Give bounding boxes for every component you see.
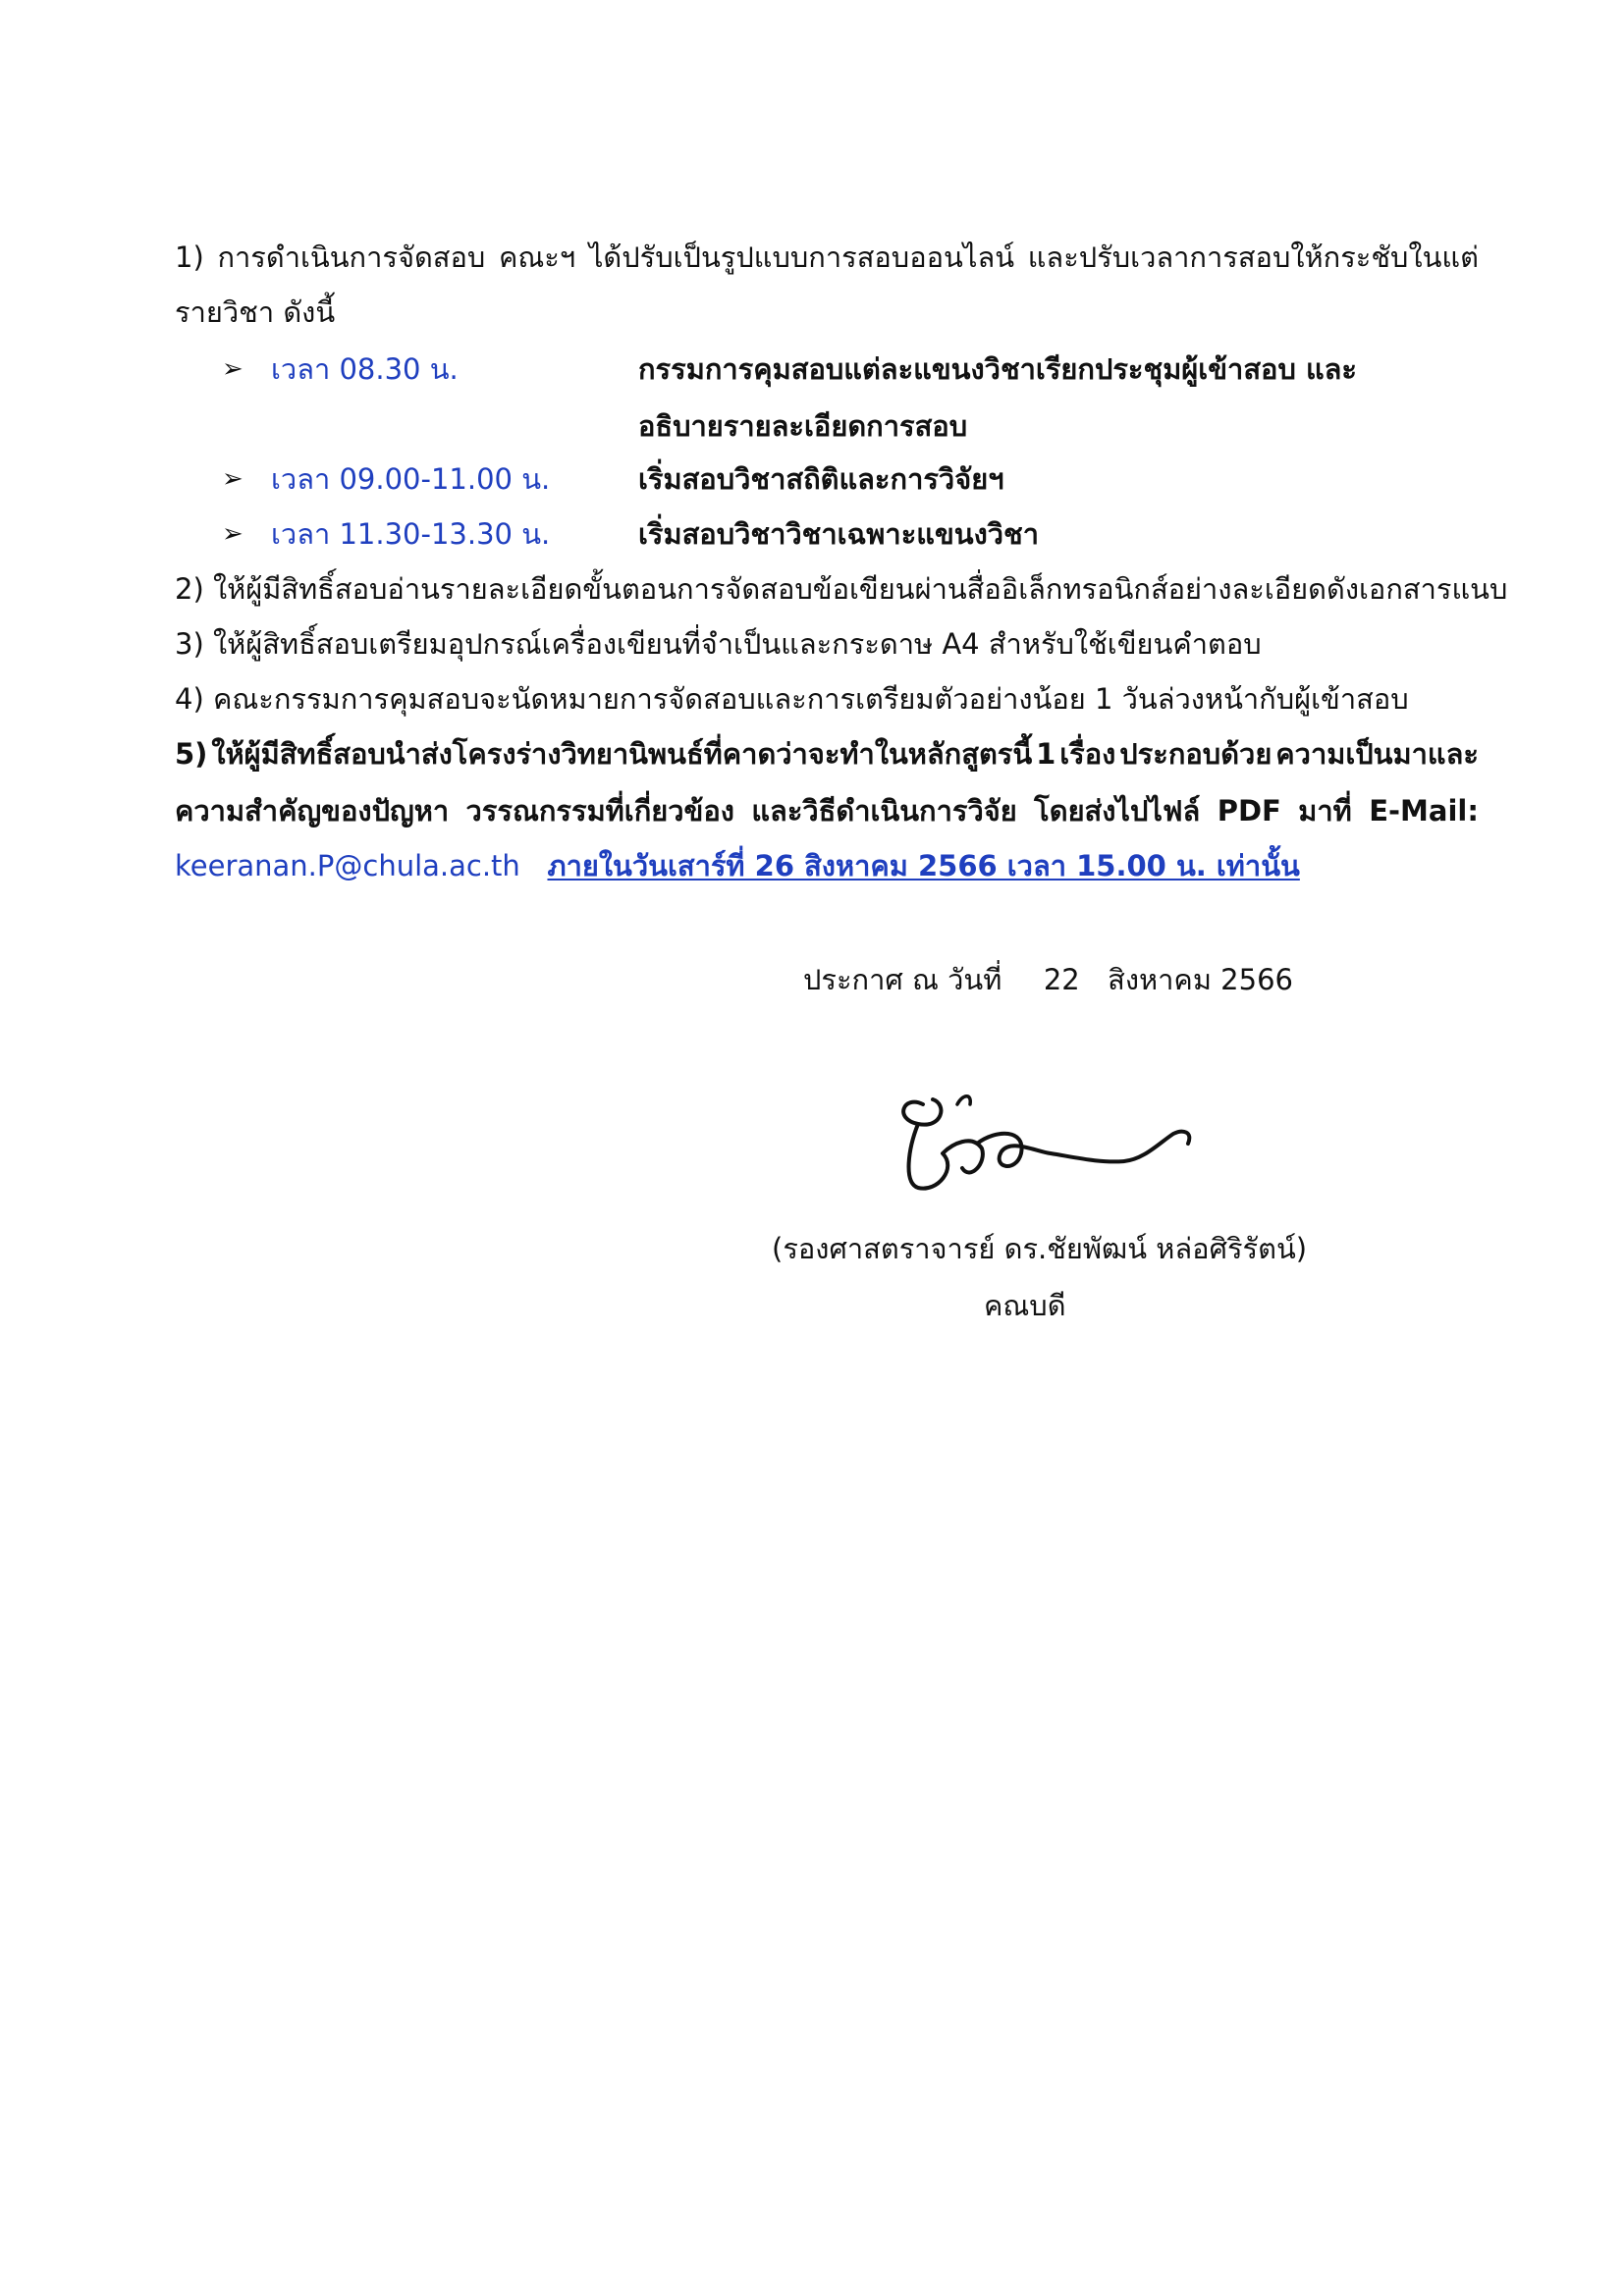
signatory-title: คณบดี [984, 1289, 1066, 1322]
item1-line1 [175, 238, 1479, 277]
schedule-desc-3: เริ่มสอบวิชาวิชาเฉพาะแขนงวิชา [638, 517, 1040, 551]
schedule-time-3: เวลา 11.30-13.30 น. [271, 517, 551, 551]
announcement-label: ประกาศ ณ วันที่ [803, 963, 1002, 996]
email-link[interactable]: keeranan.P@chula.ac.th [175, 849, 520, 882]
schedule-time-1: เวลา 08.30 น. [271, 352, 459, 386]
item1-text: 1) การดำเนินการจัดสอบ คณะฯ ได้ปรับเป็นรูปแบบการสอบออนไลน์ และปรับเวลาการสอบให้กระชับในแต่ [175, 240, 1479, 274]
item3: 3) ให้ผู้สิทธิ์สอบเตรียมอุปกรณ์เครื่องเขียนที่จำเป็นและกระดาษ A4 สำหรับใช้เขียนคำตอบ [175, 627, 1262, 661]
item1-line2: รายวิชา ดังนี้ [175, 295, 336, 329]
schedule-time-2: เวลา 09.00-11.00 น. [271, 462, 551, 496]
schedule-desc-2: เริ่มสอบวิชาสถิติและการวิจัยฯ [638, 462, 1004, 496]
item5-line3 [175, 846, 1300, 885]
item5-line1 [175, 734, 1479, 774]
schedule-desc-1: กรรมการคุมสอบแต่ละแขนงวิชาเรียกประชุมผู้เข้าสอบ และ [638, 352, 1357, 386]
item4: 4) คณะกรรมการคุมสอบจะนัดหมายการจัดสอบและการเตรียมตัวอย่างน้อย 1 วันล่วงหน้ากับผู้เข้าสอบ [175, 682, 1409, 716]
arrow-bullet-icon: ➢ [222, 519, 244, 549]
announcement-date [803, 960, 1293, 999]
schedule-desc-1-cont: อธิบายรายละเอียดการสอบ [638, 409, 968, 443]
item5-text-2: ความสำคัญของปัญหา วรรณกรรมที่เกี่ยวข้อง และวิธีดำเนินการวิจัย โดยส่งไปไฟล์ PDF มาที่ E-Mail: [175, 794, 1479, 828]
deadline-link[interactable]: ภายในวันเสาร์ที่ 26 สิงหาคม 2566 เวลา 15.00 น. เท่านั้น [547, 849, 1300, 882]
item2: 2) ให้ผู้มีสิทธิ์สอบอ่านรายละเอียดขั้นตอนการจัดสอบข้อเขียนผ่านสื่ออิเล็กทรอนิกส์อย่างละเอียดดังเอกสารแนบ [175, 572, 1508, 606]
announcement-day: 22 [1043, 963, 1080, 996]
item5-line2 [175, 791, 1479, 830]
announcement-month-year: สิงหาคม 2566 [1108, 963, 1293, 996]
signature-image [864, 1075, 1218, 1212]
signatory-name: (รองศาสตราจารย์ ดร.ชัยพัฒน์ หล่อศิริรัตน์) [772, 1232, 1308, 1265]
item5-text-1: 5) ให้ผู้มีสิทธิ์สอบนำส่งโครงร่างวิทยานิพนธ์ที่คาดว่าจะทำในหลักสูตรนี้ 1 เรื่อง ประกอบด้วย ความเป็นมาและ [175, 737, 1479, 771]
arrow-bullet-icon: ➢ [222, 464, 244, 494]
arrow-bullet-icon: ➢ [222, 354, 244, 384]
